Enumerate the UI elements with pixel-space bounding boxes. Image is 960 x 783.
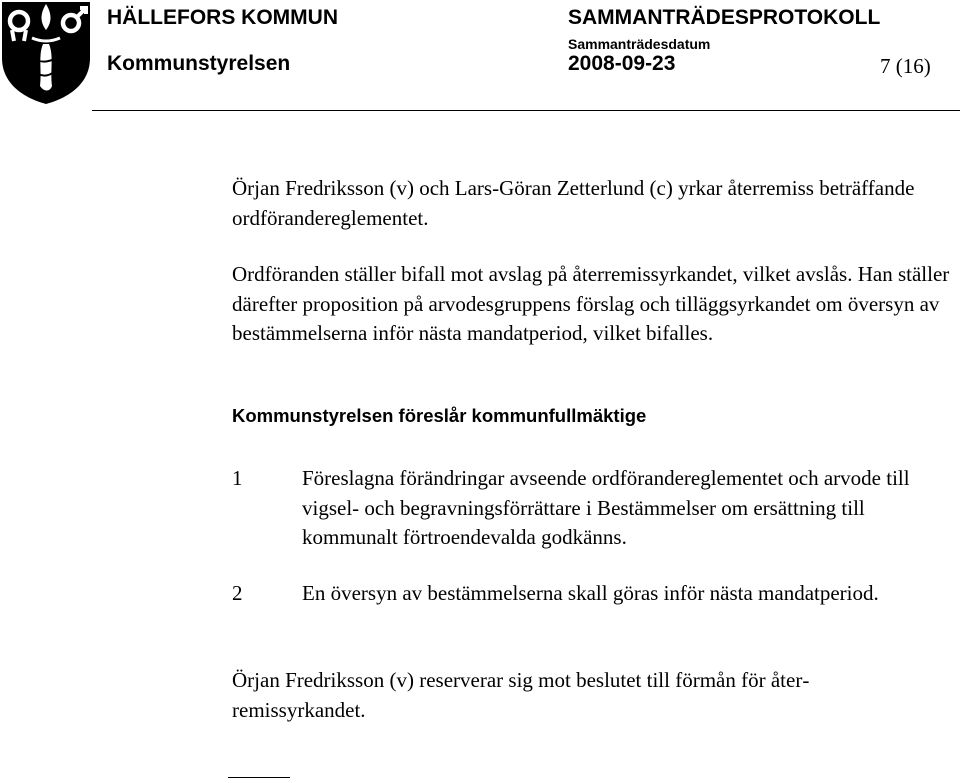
proposal-heading: Kommunstyrelsen föreslår kommunfullmäktige bbox=[232, 405, 647, 426]
meeting-date-label: Sammanträdesdatum bbox=[568, 36, 711, 52]
paragraph-remiss-request: Örjan Fredriksson (v) och Lars-Göran Zetterlund (c) yrkar återremiss beträffande ordförandereglementet. bbox=[232, 176, 915, 230]
section-end-rule bbox=[228, 777, 290, 778]
header-divider bbox=[92, 110, 960, 111]
document-type: SAMMANTRÄDESPROTOKOLL bbox=[568, 6, 881, 29]
proposal-item-number: 1 bbox=[232, 466, 243, 490]
page-number: 7 (16) bbox=[880, 54, 931, 78]
proposal-item-text: En översyn av bestämmelserna skall göras inför nästa mandatperiod. bbox=[302, 581, 879, 605]
paragraph-reservation: Örjan Fredriksson (v) reserverar sig mot beslutet till förmån för återremissyrkandet. bbox=[232, 668, 810, 722]
organization-name: HÄLLEFORS KOMMUN bbox=[107, 6, 338, 29]
meeting-date: 2008-09-23 bbox=[568, 52, 676, 75]
municipal-coat-of-arms-logo bbox=[0, 0, 92, 104]
proposal-item-text: Föreslagna förändringar avseende ordförandereglementet och arvode till vigsel- och begravningsförrättare i Bestämmelser om ersättning till kommunalt förtroendevalda godkänns. bbox=[302, 466, 910, 549]
board-name: Kommunstyrelsen bbox=[107, 52, 291, 75]
paragraph-chair-proposition: Ordföranden ställer bifall mot avslag på återremissyrkandet, vilket avslås. Han ställer därefter proposition på arvodesgruppens förslag och tilläggsyrkandet om översyn av bestämmelserna inför nästa mandatperiod, vilket bifalles. bbox=[232, 262, 950, 345]
proposal-item-number: 2 bbox=[232, 581, 243, 605]
